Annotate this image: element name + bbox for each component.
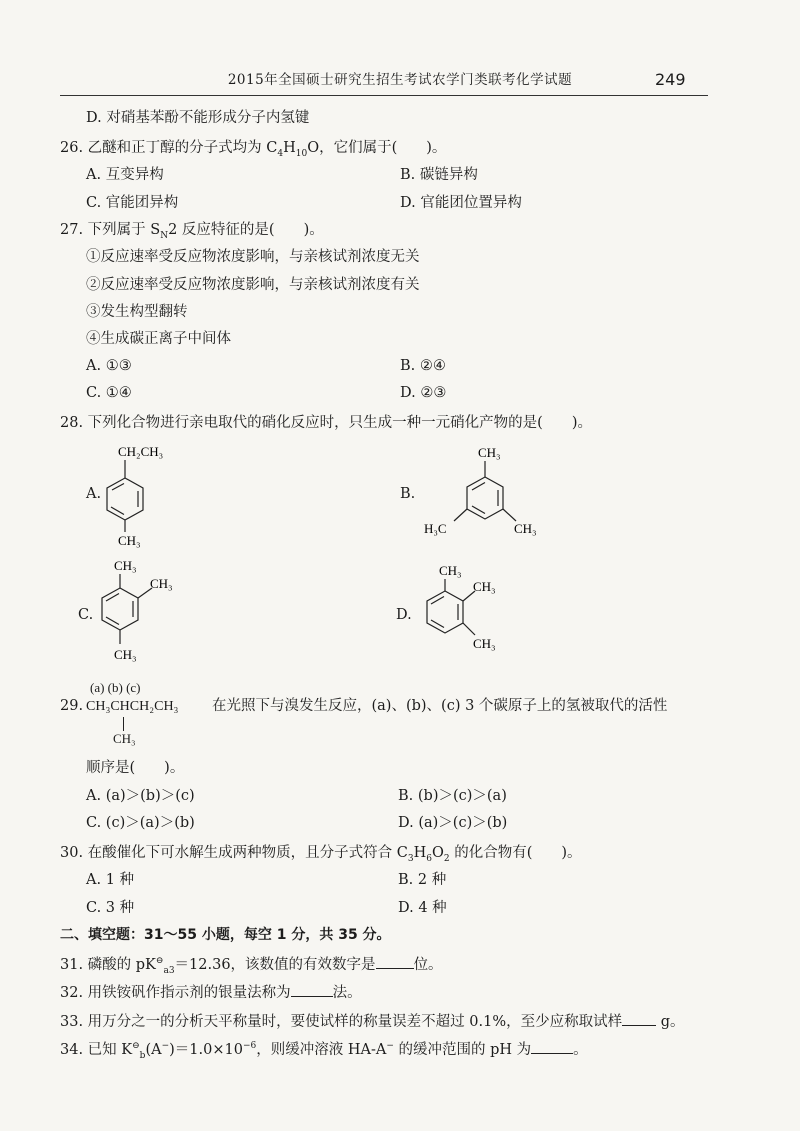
- q33-a: 33. 用万分之一的分析天平称量时，要使试样的称量误差不超过 0.1%，至少应称取试样: [60, 1014, 623, 1030]
- q33: [60, 1012, 685, 1031]
- q29-carbon-labels: (a) (b) (c): [90, 680, 141, 695]
- q29-option-a: A. (a)＞(b)＞(c): [86, 788, 195, 804]
- q30-option-a: A. 1 种: [86, 872, 135, 888]
- q34-d: ，则缓冲溶液 HA-A: [256, 1042, 387, 1058]
- q30-option-c: C. 3 种: [86, 900, 135, 916]
- q29-branch-bond: [123, 717, 124, 731]
- q33-b: g。: [656, 1014, 685, 1030]
- q31-c: 位。: [413, 957, 443, 973]
- q30-sub1: 3: [407, 853, 414, 864]
- q25-option-d: D. 对硝基苯酚不能形成分子内氢键: [86, 110, 310, 126]
- q33-answer-blank[interactable]: [622, 1012, 656, 1026]
- q30-mid2: O: [432, 845, 444, 861]
- page-number: 249: [655, 70, 686, 89]
- q27-option-c: C. ①④: [86, 385, 132, 401]
- q28-structure-a: [90, 440, 230, 560]
- q31-sub: a3: [163, 965, 175, 976]
- q28-option-c-label: C.: [78, 607, 94, 623]
- q27-item-2: ②反应速率受反应物浓度影响，与亲核试剂浓度有关: [86, 277, 420, 293]
- q34-sup4: −: [386, 1041, 394, 1052]
- q32-a: 32. 用铁铵矾作指示剂的银量法称为: [60, 985, 291, 1001]
- q30-option-b: B. 2 种: [398, 872, 447, 888]
- q29-stem: 在光照下与溴发生反应，(a)、(b)、(c) 3 个碳原子上的氢被取代的活性: [212, 698, 668, 714]
- q28-a-bot-label: CH₃: [118, 533, 141, 548]
- q28-structure-c: [90, 560, 230, 675]
- q34-f: 。: [573, 1042, 588, 1058]
- q29-option-d: D. (a)＞(c)＞(b): [398, 815, 508, 831]
- q28-option-b-label: B.: [400, 486, 416, 502]
- q26-sub1: 4: [277, 148, 284, 159]
- q30-stem-a: 30. 在酸催化下可水解生成两种物质，且分子式符合 C: [60, 845, 408, 861]
- q28-d-mid-label: CH₃: [473, 579, 496, 594]
- q30-stem-b: 的化合物有( )。: [449, 845, 582, 861]
- q27-stem: [60, 222, 324, 242]
- q31-sup: ⊖: [155, 956, 164, 967]
- header-title: 2015年全国硕士研究生招生考试农学门类联考化学试题: [227, 72, 573, 88]
- q34: [60, 1040, 588, 1062]
- q34-sup3: −6: [242, 1041, 257, 1052]
- q32-answer-blank[interactable]: [291, 983, 333, 997]
- q34-sub: b: [139, 1050, 146, 1061]
- q28-d-bot-label: CH₃: [473, 636, 496, 651]
- q30-mid: H: [413, 845, 427, 861]
- header-rule: [60, 95, 708, 96]
- q26-stem-b: H: [283, 140, 296, 156]
- q32: [60, 983, 362, 1002]
- q31: [60, 955, 443, 977]
- q29-stem-2: 顺序是( )。: [86, 760, 185, 776]
- q27-item-1: ①反应速率受反应物浓度影响，与亲核试剂浓度无关: [86, 249, 420, 265]
- q27-option-b: B. ②④: [400, 358, 446, 374]
- q27-option-d: D. ②③: [400, 385, 447, 401]
- q26-stem: [60, 140, 446, 160]
- q28-b-top-label: CH₃: [478, 445, 501, 460]
- q26-stem-a: 26. 乙醚和正丁醇的分子式均为 C: [60, 140, 278, 156]
- q28-option-d-label: D.: [396, 607, 412, 623]
- q28-a-top-label: CH₂CH₃: [118, 444, 164, 459]
- q27-option-a: A. ①③: [86, 358, 132, 374]
- q27-item-3: ③发生构型翻转: [86, 304, 188, 320]
- q34-answer-blank[interactable]: [531, 1040, 573, 1054]
- q34-c: )＝1.0×10: [169, 1042, 243, 1058]
- q29-option-b: B. (b)＞(c)＞(a): [398, 788, 507, 804]
- q30-option-d: D. 4 种: [398, 900, 447, 916]
- q28-b-left-label: H₃C: [424, 521, 447, 536]
- q27-item-4: ④生成碳正离子中间体: [86, 331, 231, 347]
- q26-sub2: 10: [295, 148, 308, 159]
- q28-b-right-label: CH₃: [514, 521, 537, 536]
- q31-b: ＝12.36，该数值的有效数字是: [174, 957, 376, 973]
- q27-stem-b: 2 反应特征的是( )。: [168, 222, 324, 238]
- q29-number: 29.: [60, 698, 84, 714]
- q28-option-a-label: A.: [86, 486, 102, 502]
- q28-stem: 28. 下列化合物进行亲电取代的硝化反应时，只生成一种一元硝化产物的是( )。: [60, 415, 592, 431]
- q28-structure-d: [405, 563, 545, 663]
- q29-formula: CH₃CHCH₂CH₃: [86, 699, 179, 714]
- q28-c-top-label: CH₃: [114, 558, 137, 573]
- q26-option-a: A. 互变异构: [86, 167, 164, 183]
- q34-sup2: −: [161, 1041, 170, 1052]
- q28-structure-b: [420, 445, 560, 545]
- q26-option-d: D. 官能团位置异构: [400, 195, 522, 211]
- q31-answer-blank[interactable]: [376, 955, 414, 969]
- q26-option-c: C. 官能团异构: [86, 195, 179, 211]
- q34-e: 的缓冲范围的 pH 为: [393, 1042, 532, 1058]
- q31-a: 31. 磷酸的 pK: [60, 957, 156, 973]
- q26-option-b: B. 碳链异构: [400, 167, 478, 183]
- section-2-heading: 二、填空题：31～55 小题，每空 1 分，共 35 分。: [60, 927, 391, 943]
- q27-sub: N: [160, 230, 169, 241]
- q30-sub3: 2: [443, 853, 450, 864]
- q34-a: 34. 已知 K: [60, 1042, 133, 1058]
- q29-option-c: C. (c)＞(a)＞(b): [86, 815, 195, 831]
- q30-stem: [60, 845, 582, 865]
- q29-branch-label: CH₃: [113, 731, 136, 746]
- q34-sup: ⊖: [132, 1041, 140, 1052]
- q30-sub2: 6: [426, 853, 432, 864]
- q28-c-bot-label: CH₃: [114, 647, 137, 662]
- q28-d-top-label: CH₃: [439, 563, 462, 578]
- q28-c-mid-label: CH₃: [150, 576, 173, 591]
- q34-b: (A: [145, 1042, 162, 1058]
- q32-b: 法。: [332, 985, 362, 1001]
- q27-stem-a: 27. 下列属于 S: [60, 222, 161, 238]
- q26-stem-c: O，它们属于( )。: [307, 140, 447, 156]
